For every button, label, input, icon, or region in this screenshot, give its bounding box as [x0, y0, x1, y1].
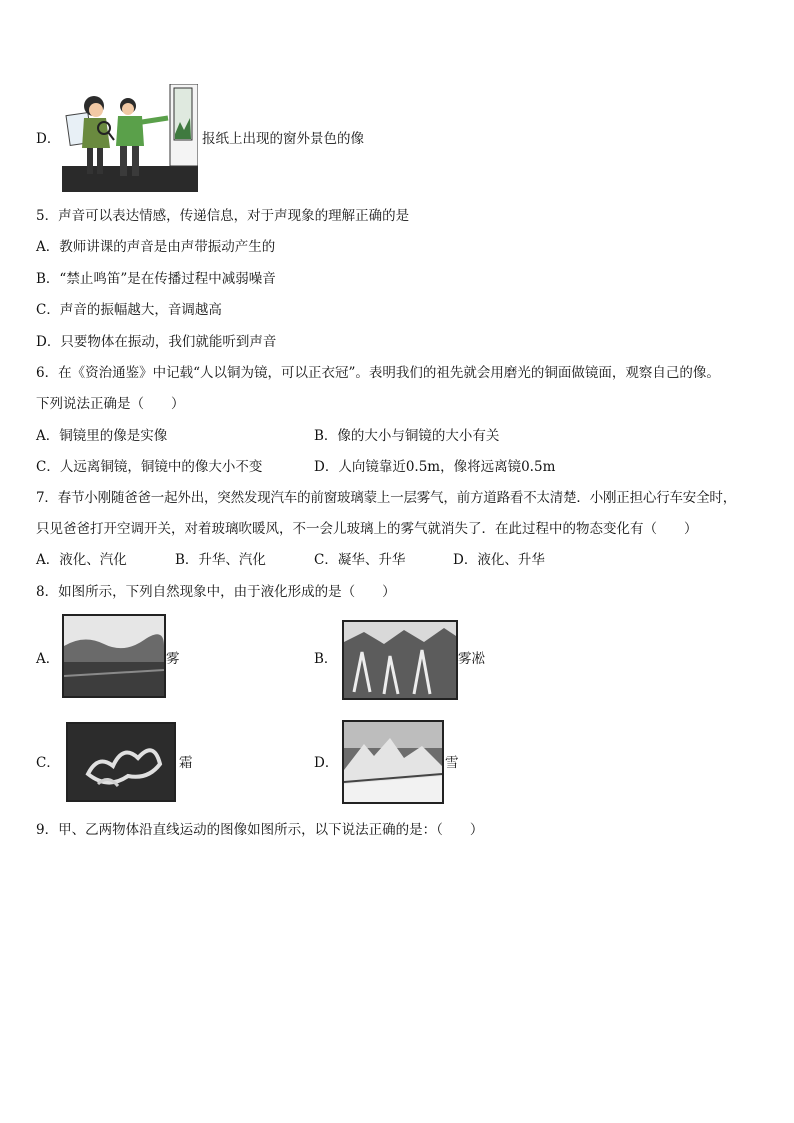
q6-option-c: C．人远离铜镜，铜镜中的像大小不变 — [36, 459, 263, 475]
q8-rime-photo — [342, 620, 458, 700]
q7-option-c: C．凝华、升华 — [314, 552, 406, 568]
q8-option-d-label: D． — [314, 755, 339, 771]
q4-option-d-label: D． — [36, 131, 61, 147]
q9-stem: 9．甲、乙两物体沿直线运动的图像如图所示，以下说法正确的是：（ ） — [36, 822, 484, 838]
q5-stem: 5．声音可以表达情感，传递信息，对于声现象的理解正确的是 — [36, 208, 410, 224]
q5-option-a: A．教师讲课的声音是由声带振动产生的 — [36, 239, 276, 255]
q8-option-d-caption: 雪 — [445, 755, 459, 771]
q4-option-d-text: 报纸上出现的窗外景色的像 — [202, 131, 364, 147]
q7-option-b: B．升华、汽化 — [175, 552, 266, 568]
q8-snow-photo — [342, 720, 444, 804]
q8-option-a-caption: 雾 — [166, 651, 180, 667]
q6-option-a: A．铜镜里的像是实像 — [36, 428, 168, 444]
q8-fog-photo — [62, 614, 166, 698]
q6-stem-line2: 下列说法正确是（ ） — [36, 396, 185, 412]
q5-option-b: B．“禁止鸣笛”是在传播过程中减弱噪音 — [36, 271, 276, 287]
q7-option-a: A．液化、汽化 — [36, 552, 127, 568]
q7-stem-line1: 7．春节小刚随爸爸一起外出，突然发现汽车的前窗玻璃蒙上一层雾气，前方道路看不太清楚．小刚正担心行车安全时， — [36, 490, 736, 506]
q8-option-b-label: B． — [314, 651, 338, 667]
q4-illustration — [62, 84, 198, 192]
q8-option-c-caption: 霜 — [179, 755, 193, 771]
q5-option-c: C．声音的振幅越大，音调越高 — [36, 302, 222, 318]
q6-option-b: B．像的大小与铜镜的大小有关 — [314, 428, 500, 444]
q6-stem-line1: 6．在《资治通鉴》中记载“人以铜为镜，可以正衣冠”。表明我们的祖先就会用磨光的铜面做镜面，观察自己的像。 — [36, 365, 720, 381]
q8-stem: 8．如图所示，下列自然现象中，由于液化形成的是（ ） — [36, 584, 396, 600]
q6-option-d: D．人向镜靠近0.5m，像将远离镜0.5m — [314, 459, 556, 475]
q8-frost-photo — [66, 722, 176, 802]
q7-stem-line2: 只见爸爸打开空调开关，对着玻璃吹暖风，不一会儿玻璃上的雾气就消失了．在此过程中的物态变化有（ ） — [36, 521, 698, 537]
q8-option-b-caption: 雾凇 — [458, 651, 485, 667]
q8-option-c-label: C． — [36, 755, 60, 771]
q5-option-d: D．只要物体在振动，我们就能听到声音 — [36, 334, 277, 350]
q8-option-a-label: A． — [36, 651, 60, 667]
q7-option-d: D．液化、升华 — [453, 552, 545, 568]
